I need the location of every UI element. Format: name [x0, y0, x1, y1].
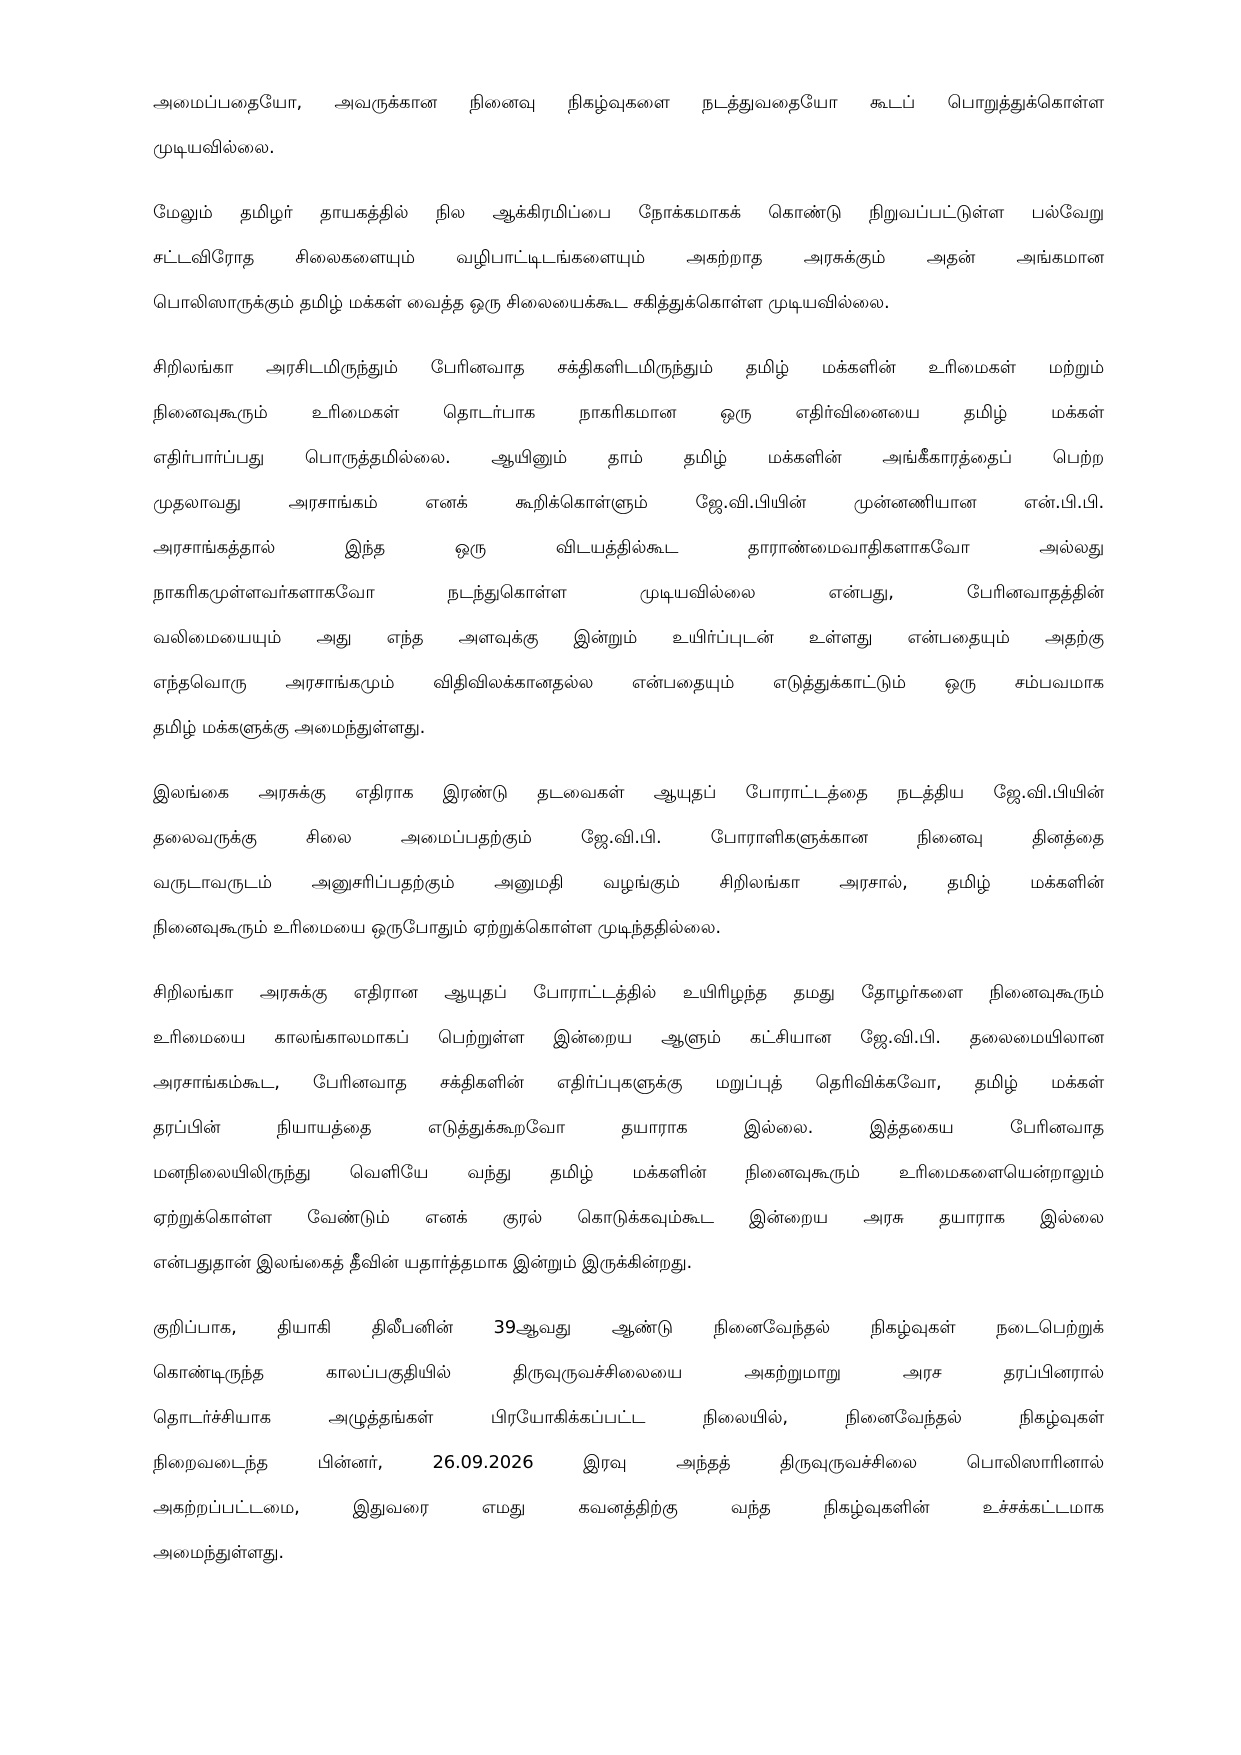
paragraph-3: [153, 345, 1104, 750]
text-line: உரிமையை காலங்காலமாகப் பெற்றுள்ள இன்றைய ஆளும் கட்சியான ஜே.வி.பி. தலைமையிலான: [153, 1027, 1104, 1048]
text-line: தமிழ் மக்களுக்கு அமைந்துள்ளது.: [153, 717, 426, 738]
text-line: நிறைவடைந்த பின்னர், 26.09.2026 இரவு அந்தத் திருவுருவச்சிலை பொலிஸாரினால்: [153, 1452, 1104, 1473]
text-line: அரசாங்கம்கூட, பேரினவாத சக்திகளின் எதிர்ப்புகளுக்கு மறுப்புத் தெரிவிக்கவோ, தமிழ் மக்கள்: [153, 1072, 1104, 1093]
text-line: வலிமையையும் அது எந்த அளவுக்கு இன்றும் உயிர்ப்புடன் உள்ளது என்பதையும் அதற்கு: [153, 627, 1104, 648]
text-line: அமைந்துள்ளது.: [153, 1542, 284, 1563]
text-line: இலங்கை அரசுக்கு எதிராக இரண்டு தடவைகள் ஆயுதப் போராட்டத்தை நடத்திய ஜே.வி.பியின்: [153, 782, 1104, 803]
text-line: தலைவருக்கு சிலை அமைப்பதற்கும் ஜே.வி.பி. போராளிகளுக்கான நினைவு தினத்தை: [153, 827, 1104, 848]
text-line: மேலும் தமிழர் தாயகத்தில் நில ஆக்கிரமிப்பை நோக்கமாகக் கொண்டு நிறுவப்பட்டுள்ள பல்வேறு: [153, 202, 1104, 223]
text-line: குறிப்பாக, தியாகி திலீபனின் 39ஆவது ஆண்டு நினைவேந்தல் நிகழ்வுகள் நடைபெற்றுக்: [153, 1317, 1104, 1338]
text-line: முடியவில்லை.: [153, 137, 275, 158]
text-line: நாகரிகமுள்ளவர்களாகவோ நடந்துகொள்ள முடியவில்லை என்பது, பேரினவாதத்தின்: [153, 582, 1104, 603]
text-line: நினைவுகூரும் உரிமைகள் தொடர்பாக நாகரிகமான ஒரு எதிர்வினையை தமிழ் மக்கள்: [153, 402, 1104, 423]
text-line: வருடாவருடம் அனுசரிப்பதற்கும் அனுமதி வழங்கும் சிறிலங்கா அரசால், தமிழ் மக்களின்: [153, 872, 1104, 893]
text-line: தொடர்ச்சியாக அழுத்தங்கள் பிரயோகிக்கப்பட்ட நிலையில், நினைவேந்தல் நிகழ்வுகள்: [153, 1407, 1104, 1428]
text-line: பொலிஸாருக்கும் தமிழ் மக்கள் வைத்த ஒரு சிலையைக்கூட சகித்துக்கொள்ள முடியவில்லை.: [153, 292, 890, 313]
text-line: தரப்பின் நியாயத்தை எடுத்துக்கூறவோ தயாராக இல்லை. இத்தகைய பேரினவாத: [153, 1117, 1104, 1138]
text-line: எதிர்பார்ப்பது பொருத்தமில்லை. ஆயினும் தாம் தமிழ் மக்களின் அங்கீகாரத்தைப் பெற்ற: [153, 447, 1104, 468]
text-line: எந்தவொரு அரசாங்கமும் விதிவிலக்கானதல்ல என்பதையும் எடுத்துக்காட்டும் ஒரு சம்பவமாக: [153, 672, 1104, 693]
document-page: [153, 80, 1104, 1595]
text-line: ஏற்றுக்கொள்ள வேண்டும் எனக் குரல் கொடுக்கவும்கூட இன்றைய அரசு தயாராக இல்லை: [153, 1207, 1104, 1228]
text-line: என்பதுதான் இலங்கைத் தீவின் யதார்த்தமாக இன்றும் இருக்கின்றது.: [153, 1252, 693, 1273]
paragraph-2: [153, 190, 1104, 325]
paragraph-5: [153, 970, 1104, 1285]
text-line: முதலாவது அரசாங்கம் எனக் கூறிக்கொள்ளும் ஜே.வி.பியின் முன்னணியான என்.பி.பி.: [153, 492, 1104, 513]
text-line: நினைவுகூரும் உரிமையை ஒருபோதும் ஏற்றுக்கொள்ள முடிந்ததில்லை.: [153, 917, 721, 938]
text-line: அமைப்பதையோ, அவருக்கான நினைவு நிகழ்வுகளை நடத்துவதையோ கூடப் பொறுத்துக்கொள்ள: [153, 92, 1104, 113]
paragraph-4: [153, 770, 1104, 950]
paragraph-1: [153, 80, 1104, 170]
text-line: கொண்டிருந்த காலப்பகுதியில் திருவுருவச்சிலையை அகற்றுமாறு அரச தரப்பினரால்: [153, 1362, 1104, 1383]
text-line: சிறிலங்கா அரசிடமிருந்தும் பேரினவாத சக்திகளிடமிருந்தும் தமிழ் மக்களின் உரிமைகள் மற்றும்: [153, 357, 1104, 378]
text-line: அகற்றப்பட்டமை, இதுவரை எமது கவனத்திற்கு வந்த நிகழ்வுகளின் உச்சக்கட்டமாக: [153, 1497, 1104, 1518]
text-line: மனநிலையிலிருந்து வெளியே வந்து தமிழ் மக்களின் நினைவுகூரும் உரிமைகளையென்றாலும்: [153, 1162, 1104, 1183]
text-line: சட்டவிரோத சிலைகளையும் வழிபாட்டிடங்களையும் அகற்றாத அரசுக்கும் அதன் அங்கமான: [153, 247, 1104, 268]
paragraph-6: [153, 1305, 1104, 1575]
text-line: அரசாங்கத்தால் இந்த ஒரு விடயத்தில்கூட தாராண்மைவாதிகளாகவோ அல்லது: [153, 537, 1104, 558]
text-line: சிறிலங்கா அரசுக்கு எதிரான ஆயுதப் போராட்டத்தில் உயிரிழந்த தமது தோழர்களை நினைவுகூரும்: [153, 982, 1104, 1003]
